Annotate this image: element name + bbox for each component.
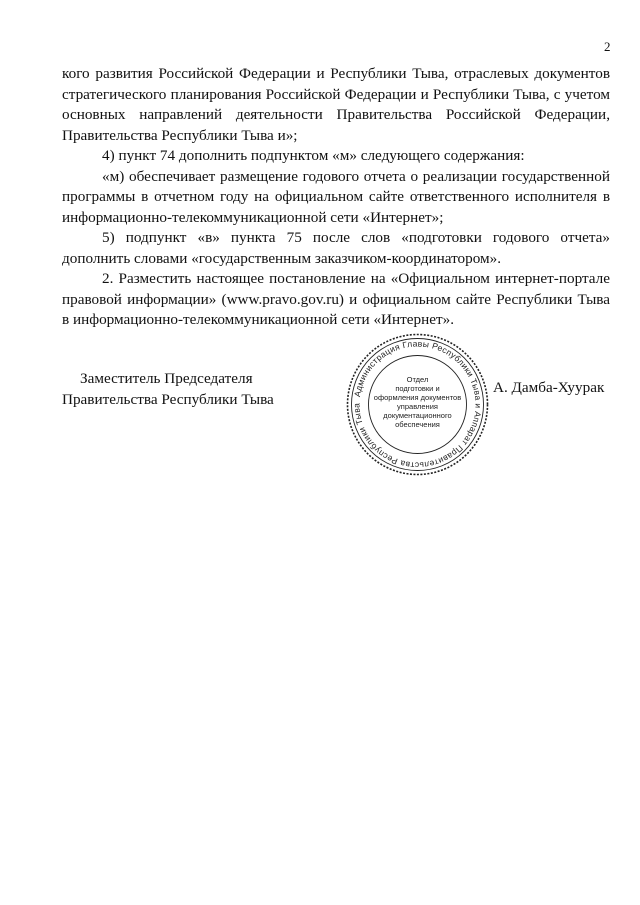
stamp-inner-line-3: оформления документов <box>373 393 462 402</box>
document-body <box>62 64 610 331</box>
paragraph-subitem-m: «м) обеспечивает размещение годового отчета о реализации государственной программы в отчетном году на официальном сайте ответственного исполнителя в информационно-телекоммуникационной сети «Интернет»; <box>62 167 610 226</box>
stamp-inner-line-4: управления <box>397 402 438 411</box>
paragraph-item-4: 4) пункт 74 дополнить подпунктом «м» следующего содержания: <box>102 147 525 164</box>
page-number: 2 <box>604 39 611 54</box>
signatory-title-line-1: Заместитель Председателя <box>80 370 253 387</box>
stamp-inner-line-6: обеспечения <box>395 420 440 429</box>
stamp-inner-line-5: документационного <box>383 411 452 420</box>
stamp-inner-line-1: Отдел <box>406 375 429 384</box>
stamp-outer-text: Администрация Главы Республики Тыва и Аппарат Правительства Республики Тыва <box>351 338 484 471</box>
signatory-title <box>62 369 274 410</box>
paragraph-item-5: 5) подпункт «в» пункта 75 после слов «подготовки годового отчета» дополнить словами «государственным заказчиком-координатором». <box>62 229 610 267</box>
paragraph-point-2: 2. Разместить настоящее постановление на «Официальном интернет-портале правовой информации» (www.pravo.gov.ru) и официальном сайте Республики Тыва в информационно-телекоммуникационной сети «Интернет». <box>62 270 610 328</box>
paragraph-continuation: кого развития Российской Федерации и Республики Тыва, отраслевых документов стратегического планирования Российской Федерации и Республики Тыва, с учетом основных направлений деятельности Правительства Российской Федерации, Правительства Республики Тыва и»; <box>62 65 610 144</box>
signatory-name: А. Дамба-Хуурак <box>493 379 605 396</box>
official-seal-stamp <box>345 332 490 477</box>
signatory-title-line-2: Правительства Республики Тыва <box>62 390 274 408</box>
stamp-inner-line-2: подготовки и <box>395 384 440 393</box>
